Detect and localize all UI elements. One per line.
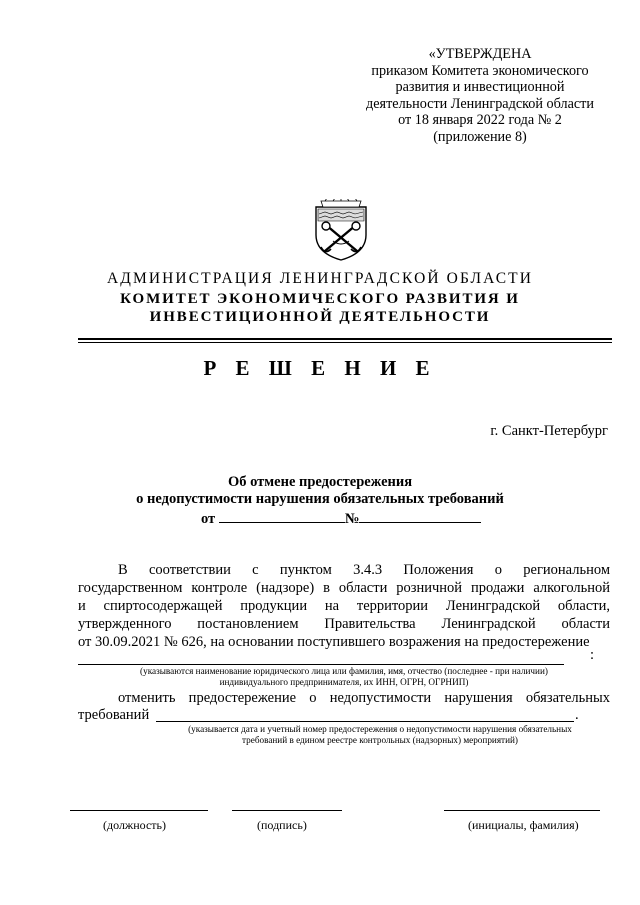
date-blank-field[interactable] (219, 508, 345, 523)
colon: : (590, 647, 595, 663)
subject-line1: Об отмене предостережения (227, 474, 413, 490)
position-label: (должность) (103, 818, 166, 832)
city: г. Санкт-Петербург (490, 423, 608, 439)
position-blank-field[interactable] (70, 810, 208, 811)
warning-blank-field[interactable] (156, 721, 574, 722)
header-divider (78, 338, 612, 340)
approval-line: деятельности Ленинградской области (366, 95, 594, 112)
name-blank-field[interactable] (444, 810, 600, 811)
approval-line: приказом Комитета экономического (371, 62, 589, 79)
committee-name-line2: ИНВЕСТИЦИОННОЙ ДЕЯТЕЛЬНОСТИ (149, 309, 491, 325)
subject-line2: о недопустимости нарушения обязательных требований (136, 491, 504, 507)
cancel-line: отменить предостережение о недопустимости нарушения обязательных (118, 690, 610, 706)
warning-hint-line1: (указывается дата и учетный номер предостережения о недопустимости нарушения обязательных (188, 724, 572, 734)
organization-hint-line1: (указываются наименование юридического лица или фамилия, имя, отчество (последнее - при наличии) (140, 666, 548, 676)
body-line: В соответствии с пунктом 3.4.3 Положения о региональном (118, 562, 610, 578)
body-line: государственном контроле (надзоре) в области розничной продажи алкогольной (78, 580, 610, 596)
approval-line: от 18 января 2022 года № 2 (398, 112, 562, 129)
approval-block (350, 46, 610, 146)
document-title: Р Е Ш Е Н И Е (203, 356, 437, 380)
signature-blank-field[interactable] (232, 810, 342, 811)
period: . (575, 707, 579, 723)
number-blank-field[interactable] (359, 508, 481, 523)
from-label: от (201, 511, 216, 527)
committee-name-line1: КОМИТЕТ ЭКОНОМИЧЕСКОГО РАЗВИТИЯ И (120, 291, 520, 307)
name-label: (инициалы, фамилия) (468, 818, 579, 832)
requirements-label: требований (78, 707, 150, 723)
approval-line: «УТВЕРЖДЕНА (428, 46, 532, 62)
body-line: от 30.09.2021 № 626, на основании поступившего возражения на предостережение (78, 634, 590, 650)
body-line: утвержденного постановлением Правительства Ленинградской области (78, 616, 610, 632)
organization-blank-field[interactable] (78, 664, 564, 665)
warning-hint-line2: требований в едином реестре контрольных (надзорных) мероприятий) (242, 735, 518, 745)
approval-line: развития и инвестиционной (395, 79, 565, 96)
subject-date-number (201, 508, 481, 528)
administration-name: АДМИНИСТРАЦИЯ ЛЕНИНГРАДСКОЙ ОБЛАСТИ (107, 270, 533, 287)
approval-line: (приложение 8) (433, 128, 527, 145)
number-label: № (344, 511, 360, 527)
header-divider-thin (78, 342, 612, 343)
coat-of-arms-icon (313, 199, 369, 261)
organization-hint-line2: индивидуального предпринимателя, их ИНН, ОГРН, ОГРНИП) (219, 677, 469, 687)
body-line: и спиртосодержащей продукции на территории Ленинградской области, (78, 598, 610, 614)
signature-label: (подпись) (257, 818, 307, 832)
